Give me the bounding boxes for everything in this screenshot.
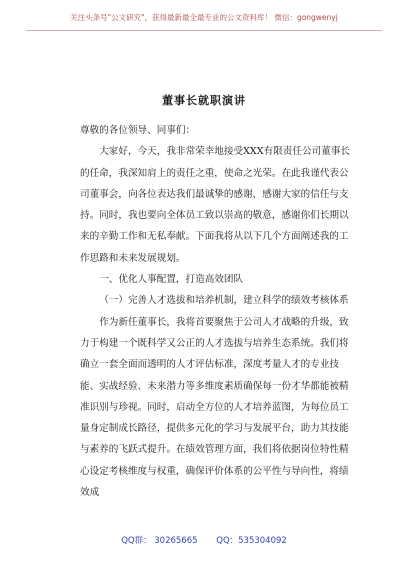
greeting: 尊敬的各位领导、同事们： bbox=[80, 125, 196, 136]
section-heading: 一、优化人事配置，打造高效团队 bbox=[99, 274, 244, 286]
paragraph: 大家好，今天，我非常荣幸地接受XXX有限责任公司董事长的任命，我深知肩上的责任之重，使命之光荣。在此我谨代表公司董事会，向各位表达我们最诚挚的感谢，感谢大家的信任与支持。同时，我也要向全体员工致以崇高的敬意，感谢你们长期以来的辛勤工作和无私奉献。下面我将从以下几个方面阐述我的工作思路和未来发展规划。 bbox=[80, 146, 350, 264]
document-body bbox=[80, 120, 352, 503]
page-footer bbox=[0, 534, 408, 546]
qq-text: QQ：535304092 bbox=[216, 536, 287, 546]
subsection-heading: （一）完善人才选拔和培养机制，建立科学的绩效考核体系 bbox=[99, 295, 349, 307]
paragraph: 作为新任董事长，我将首要聚焦于公司人才战略的升级，致力于构建一个既科学又公正的人才选拔与培养生态系统。我们将确立一套全面而透明的人才评估标准，深度考量人才的专业技能、实战经验、未来潜力等多维度素质确保每一份才华都能被精准识别与珍视。同时，启动全方位的人才培养蓝图，为每位员工量身定制成长路径，提供多元化的学习与发展平台，助力其技能与素养的飞跃式提升。在绩效管理方面，我们将依据岗位特性精心设定考核维度与权重，确保评价体系的公平性与导向性，将绩效成 bbox=[80, 316, 349, 499]
header-divider bbox=[26, 30, 382, 31]
page-header: 关注头条号"公文研究"，获得最新最全最专业的公文资料库！ 微信：gongwenyj bbox=[70, 13, 338, 22]
qq-group-text: QQ群： 30265665 bbox=[121, 536, 198, 546]
document-title: 董事长就职演讲 bbox=[162, 94, 246, 107]
